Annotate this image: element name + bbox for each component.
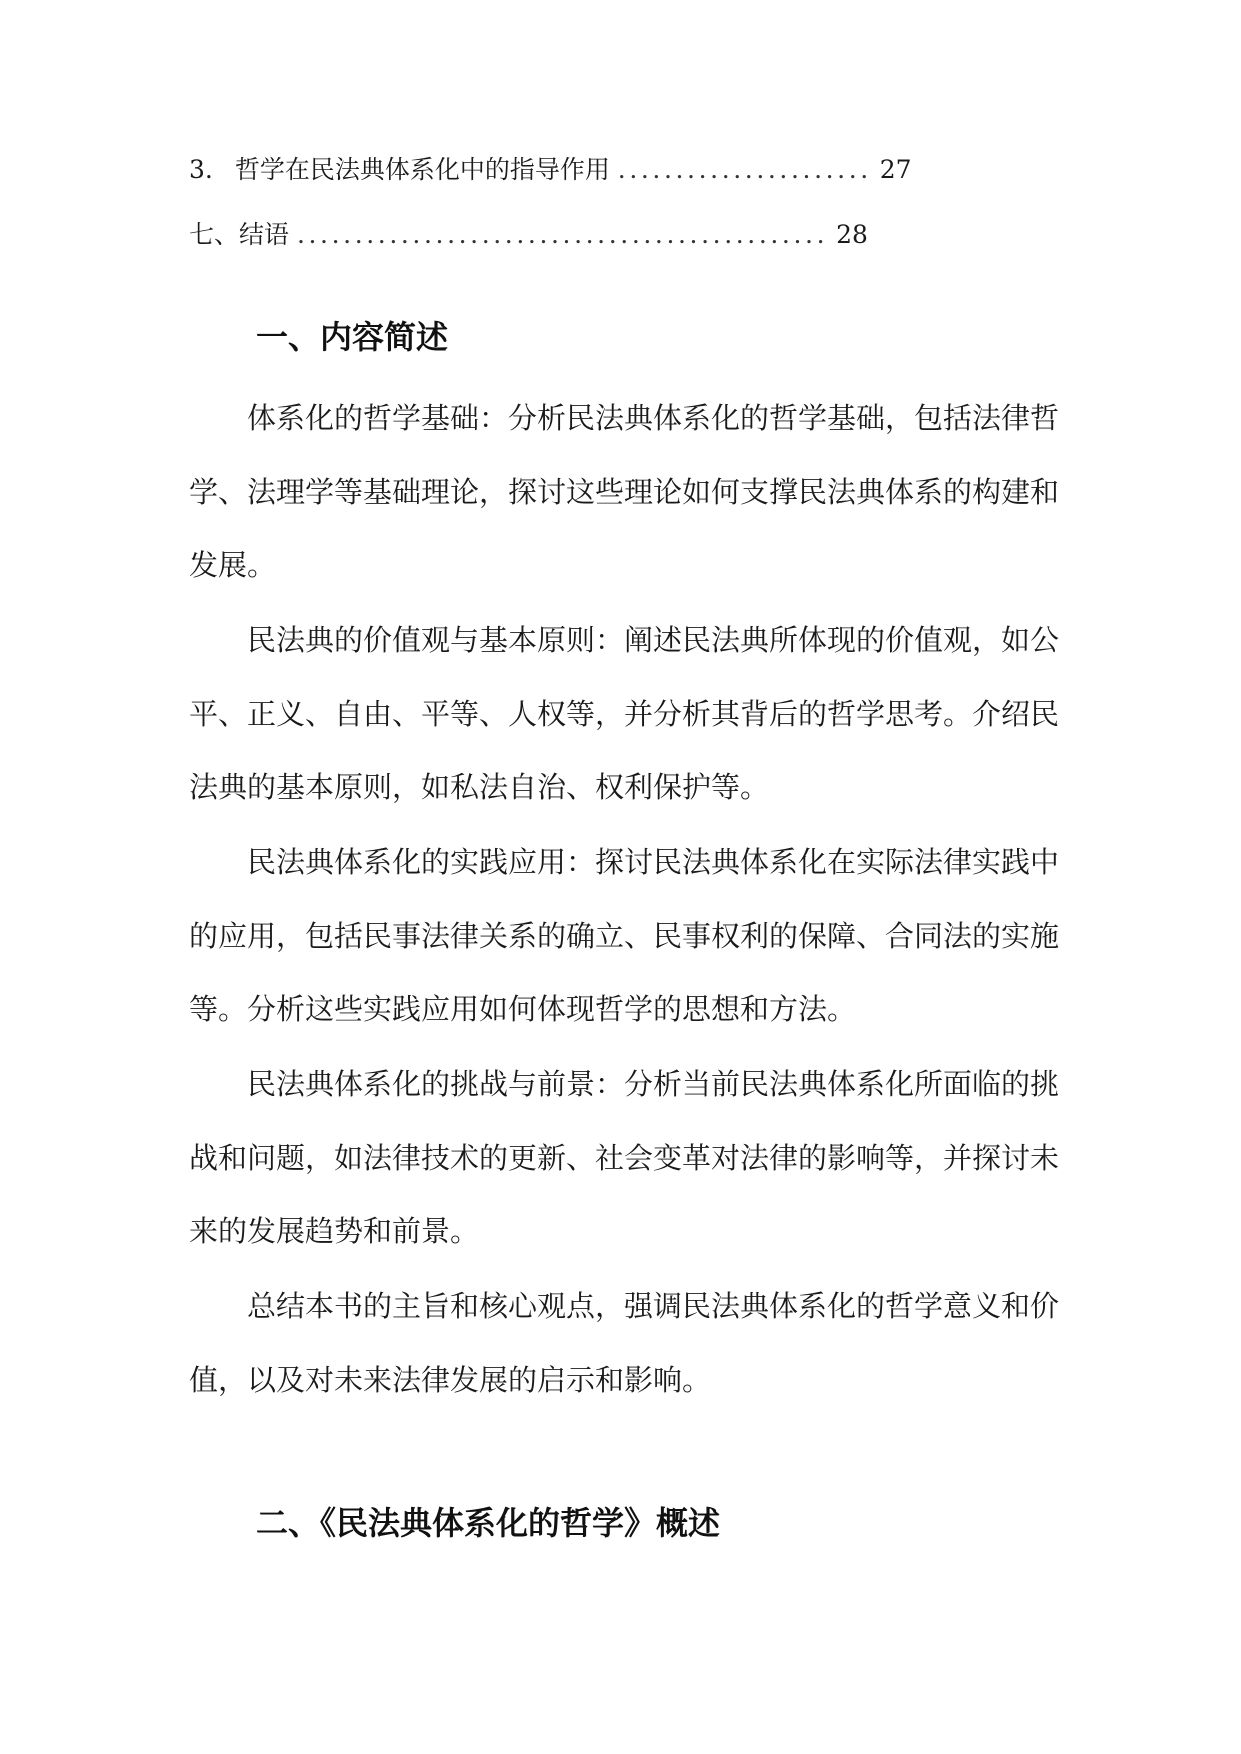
toc-page-number: 27	[879, 155, 912, 184]
toc-entry-philosophy-guidance[interactable]	[189, 150, 912, 190]
toc-leader-dots: ......................	[617, 155, 872, 184]
toc-entry-number: 3.	[189, 155, 213, 184]
toc-entry-conclusion[interactable]	[189, 215, 868, 255]
toc-leader-dots: ..............................................	[296, 220, 829, 249]
paragraph-challenges-prospects: 民法典体系化的挑战与前景：分析当前民法典体系化所面临的挑战和问题，如法律技术的更新、社会变革对法律的影响等，并探讨未来的发展趋势和前景。	[189, 1067, 1060, 1248]
section-heading-content-summary: 一、内容简述	[256, 318, 449, 356]
toc-entry-title: 七、结语	[189, 220, 290, 249]
paragraph-values-principles: 民法典的价值观与基本原则：阐述民法典所体现的价值观，如公平、正义、自由、平等、人权等，并分析其背后的哲学思考。介绍民法典的基本原则，如私法自治、权利保护等。	[189, 623, 1060, 804]
toc-page-number: 28	[836, 220, 868, 249]
section-heading-overview: 二、《民法典体系化的哲学》概述	[256, 1504, 721, 1542]
toc-entry-title: 哲学在民法典体系化中的指导作用	[234, 155, 610, 184]
paragraph-practical-application: 民法典体系化的实践应用：探讨民法典体系化在实际法律实践中的应用，包括民事法律关系的确立、民事权利的保障、合同法的实施等。分析这些实践应用如何体现哲学的思想和方法。	[189, 845, 1060, 1026]
paragraph-summary: 总结本书的主旨和核心观点，强调民法典体系化的哲学意义和价值，以及对未来法律发展的启示和影响。	[189, 1289, 1060, 1397]
paragraph-philosophical-foundation: 体系化的哲学基础：分析民法典体系化的哲学基础，包括法律哲学、法理学等基础理论，探讨这些理论如何支撑民法典体系的构建和发展。	[189, 401, 1060, 582]
